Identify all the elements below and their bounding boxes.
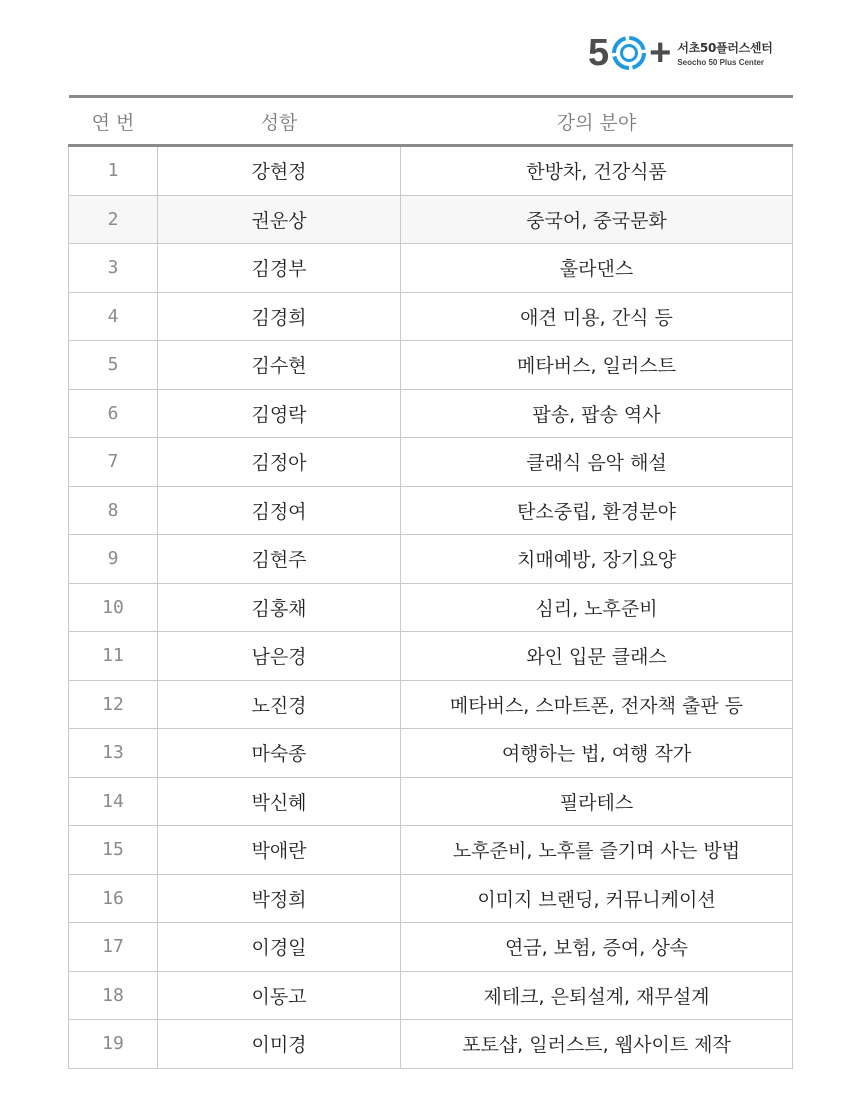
row-name: 김현주 <box>158 535 401 584</box>
row-number: 16 <box>69 874 158 923</box>
row-name: 권운상 <box>158 195 401 244</box>
row-number: 3 <box>69 244 158 293</box>
row-number: 4 <box>69 292 158 341</box>
row-field: 와인 입문 클래스 <box>401 632 793 681</box>
row-field: 메타버스, 스마트폰, 전자책 출판 등 <box>401 680 793 729</box>
table-row <box>69 632 793 681</box>
row-number: 13 <box>69 729 158 778</box>
table-row <box>69 195 793 244</box>
header-field: 강의 분야 <box>401 97 793 146</box>
row-field: 팝송, 팝송 역사 <box>401 389 793 438</box>
row-name: 김경희 <box>158 292 401 341</box>
table-row <box>69 146 793 196</box>
row-field: 제테크, 은퇴설계, 재무설계 <box>401 971 793 1020</box>
header-number: 연 번 <box>69 97 158 146</box>
row-name: 강현정 <box>158 146 401 196</box>
row-field: 중국어, 중국문화 <box>401 195 793 244</box>
instructor-table <box>68 95 793 1069</box>
row-field: 클래식 음악 해설 <box>401 438 793 487</box>
row-name: 이경일 <box>158 923 401 972</box>
logo-plus: + <box>649 32 672 74</box>
table-row <box>69 971 793 1020</box>
logo-number: 5 <box>588 32 610 74</box>
row-number: 10 <box>69 583 158 632</box>
table-row <box>69 680 793 729</box>
row-name: 김정아 <box>158 438 401 487</box>
row-name: 남은경 <box>158 632 401 681</box>
table-row <box>69 292 793 341</box>
table-row <box>69 729 793 778</box>
table-row <box>69 826 793 875</box>
table-row <box>69 583 793 632</box>
row-name: 김수현 <box>158 341 401 390</box>
table-row <box>69 777 793 826</box>
table-row <box>69 874 793 923</box>
row-number: 5 <box>69 341 158 390</box>
row-field: 훌라댄스 <box>401 244 793 293</box>
logo-wordmark <box>677 39 772 67</box>
table-row <box>69 535 793 584</box>
row-number: 2 <box>69 195 158 244</box>
table-header-row <box>69 97 793 146</box>
row-field: 이미지 브랜딩, 커뮤니케이션 <box>401 874 793 923</box>
row-name: 김경부 <box>158 244 401 293</box>
row-number: 11 <box>69 632 158 681</box>
table-row <box>69 486 793 535</box>
logo-name-english: Seocho 50 Plus Center <box>677 58 765 67</box>
row-number: 7 <box>69 438 158 487</box>
header-name: 성함 <box>158 97 401 146</box>
center-logo <box>588 30 808 76</box>
row-field: 애견 미용, 간식 등 <box>401 292 793 341</box>
row-number: 19 <box>69 1020 158 1069</box>
row-number: 15 <box>69 826 158 875</box>
table-row <box>69 438 793 487</box>
row-number: 14 <box>69 777 158 826</box>
row-field: 치매예방, 장기요양 <box>401 535 793 584</box>
row-field: 메타버스, 일러스트 <box>401 341 793 390</box>
row-name: 김홍채 <box>158 583 401 632</box>
row-field: 노후준비, 노후를 즐기며 사는 방법 <box>401 826 793 875</box>
row-field: 포토샵, 일러스트, 웹사이트 제작 <box>401 1020 793 1069</box>
row-name: 이동고 <box>158 971 401 1020</box>
row-number: 6 <box>69 389 158 438</box>
table-row <box>69 389 793 438</box>
row-field: 여행하는 법, 여행 작가 <box>401 729 793 778</box>
row-name: 박애란 <box>158 826 401 875</box>
table-row <box>69 244 793 293</box>
row-number: 18 <box>69 971 158 1020</box>
row-field: 필라테스 <box>401 777 793 826</box>
row-number: 12 <box>69 680 158 729</box>
row-name: 박정희 <box>158 874 401 923</box>
row-name: 김정여 <box>158 486 401 535</box>
row-name: 마숙종 <box>158 729 401 778</box>
row-name: 이미경 <box>158 1020 401 1069</box>
row-field: 한방차, 건강식품 <box>401 146 793 196</box>
table-row <box>69 1020 793 1069</box>
row-number: 9 <box>69 535 158 584</box>
row-name: 김영락 <box>158 389 401 438</box>
table-row <box>69 923 793 972</box>
table-row <box>69 341 793 390</box>
row-field: 심리, 노후준비 <box>401 583 793 632</box>
row-field: 탄소중립, 환경분야 <box>401 486 793 535</box>
logo-name-korean: 서초50플러스센터 <box>677 41 773 55</box>
row-name: 박신혜 <box>158 777 401 826</box>
row-field: 연금, 보험, 증여, 상속 <box>401 923 793 972</box>
row-number: 17 <box>69 923 158 972</box>
row-number: 8 <box>69 486 158 535</box>
row-name: 노진경 <box>158 680 401 729</box>
row-number: 1 <box>69 146 158 196</box>
logo-ring-icon <box>610 34 648 72</box>
